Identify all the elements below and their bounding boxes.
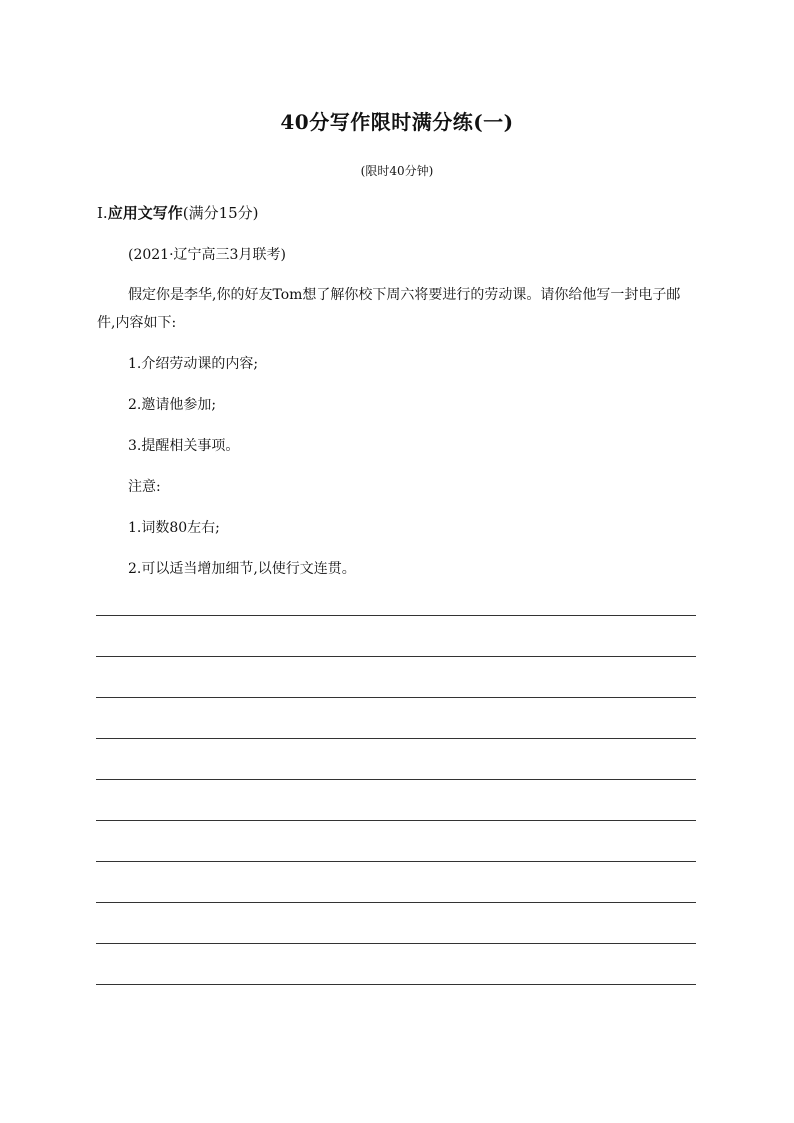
answer-line[interactable]	[96, 615, 696, 616]
requirement-item: 3.提醒相关事项。	[128, 438, 240, 454]
answer-line[interactable]	[96, 902, 696, 903]
answer-writing-area[interactable]	[96, 615, 696, 1025]
note-item: 2.可以适当增加细节,以使行文连贯。	[128, 561, 356, 577]
section-numeral: Ⅰ.	[97, 204, 108, 222]
answer-line[interactable]	[96, 779, 696, 780]
answer-line[interactable]	[96, 738, 696, 739]
section-score: (满分15分)	[182, 204, 259, 222]
page-title: 40分写作限时满分练(一)	[280, 110, 514, 134]
section-heading	[97, 202, 259, 223]
requirement-item: 1.介绍劳动课的内容;	[128, 356, 259, 372]
section-title: 应用文写作	[107, 204, 183, 222]
requirement-item: 2.邀请他参加;	[128, 397, 217, 413]
answer-line[interactable]	[96, 984, 696, 985]
answer-line[interactable]	[96, 697, 696, 698]
answer-line[interactable]	[96, 943, 696, 944]
task-prompt: 假定你是李华,你的好友Tom想了解你校下周六将要进行的劳动课。请你给他写一封电子邮件,内容如下:	[97, 287, 681, 331]
notes-label: 注意:	[128, 479, 161, 495]
answer-line[interactable]	[96, 820, 696, 821]
answer-line[interactable]	[96, 861, 696, 862]
answer-line[interactable]	[96, 656, 696, 657]
time-limit-label: (限时40分钟)	[360, 164, 434, 178]
source-note: (2021·辽宁高三3月联考)	[128, 247, 286, 263]
note-item: 1.词数80左右;	[128, 520, 220, 536]
